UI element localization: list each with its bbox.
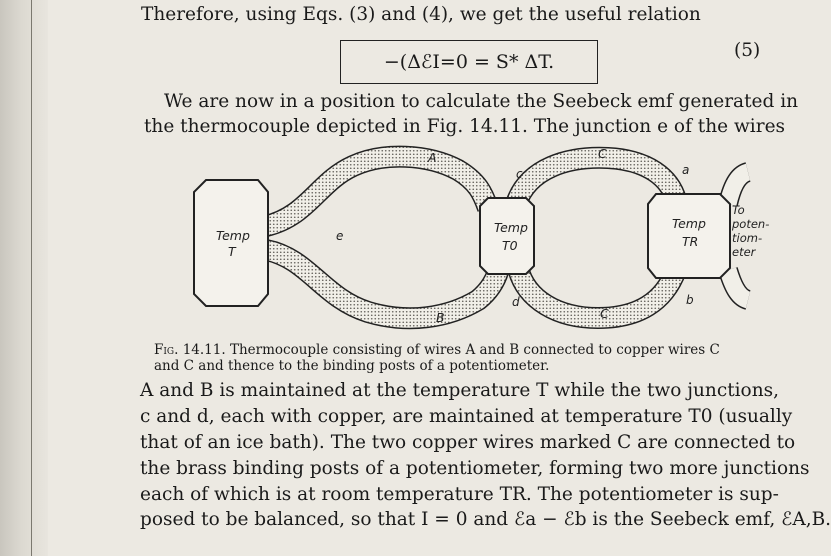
- label-terminal-b: b: [686, 293, 694, 307]
- label-pot-4: eter: [732, 245, 756, 259]
- text-line-7: the brass binding posts of a potentiometer, forming two more junctions: [140, 458, 810, 479]
- book-binding: [0, 0, 48, 556]
- text-line-1: Therefore, using Eqs. (3) and (4), we get the useful relation: [141, 4, 701, 25]
- figure-caption-text-1: Thermocouple consisting of wires A and B connected to copper wires C: [229, 342, 720, 358]
- text-line-5: c and d, each with copper, are maintained at temperature T0 (usually: [140, 406, 793, 427]
- box-t0-label-1: Temp: [494, 220, 528, 235]
- box-tr-label-2: TR: [682, 234, 699, 249]
- box-t-label-2: T: [228, 244, 236, 259]
- label-terminal-a: a: [682, 163, 690, 177]
- label-wire-c-bottom: C: [600, 306, 609, 321]
- temp-t0-box: [480, 198, 534, 274]
- thermocouple-figure: [188, 142, 770, 342]
- wire-c-bottom: [518, 268, 676, 318]
- label-wire-a: A: [428, 150, 437, 165]
- lead-b: [728, 270, 748, 300]
- text-line-2: We are now in a position to calculate the Seebeck emf generated in: [164, 91, 799, 112]
- equation: −(ΔℰI=0 = S* ΔT.: [383, 51, 555, 73]
- box-tr-label-1: Temp: [672, 216, 706, 231]
- box-t-label-1: Temp: [216, 228, 250, 243]
- temp-t-box: [194, 180, 268, 306]
- figure-caption-line-2: and C and thence to the binding posts of a potentiometer.: [154, 358, 550, 374]
- label-junction-e: e: [336, 229, 344, 243]
- label-wire-c-top: C: [598, 146, 607, 161]
- text-line-9: posed to be balanced, so that I = 0 and ℰa − ℰb is the Seebeck emf, ℰA,B.: [140, 509, 831, 530]
- text-line-4: A and B is maintained at the temperature T while the two junctions,: [140, 380, 779, 401]
- wire-a: [266, 157, 488, 226]
- label-pot-3: tiom-: [732, 231, 763, 245]
- label-wire-b: B: [436, 310, 445, 325]
- text-line-3: the thermocouple depicted in Fig. 14.11. The junction e of the wires: [144, 116, 786, 137]
- wire-b: [266, 250, 500, 318]
- figure-caption-label: Fig. 14.11.: [154, 342, 226, 358]
- equation-box: [340, 40, 598, 84]
- label-junction-d: d: [512, 295, 520, 309]
- binding-edge: [31, 0, 32, 556]
- text-line-8: each of which is at room temperature TR. The potentiometer is sup-: [140, 484, 779, 505]
- book-page: [48, 0, 831, 556]
- wire-c-top: [516, 158, 676, 204]
- label-pot-2: poten-: [732, 217, 770, 231]
- label-junction-c: c: [516, 167, 523, 181]
- box-t0-label-2: T0: [502, 238, 518, 253]
- equation-number: (5): [734, 40, 761, 61]
- label-pot-1: To: [732, 203, 745, 217]
- text-line-6: that of an ice bath). The two copper wires marked C are connected to: [140, 432, 796, 453]
- figure-caption-line-1: [154, 342, 720, 358]
